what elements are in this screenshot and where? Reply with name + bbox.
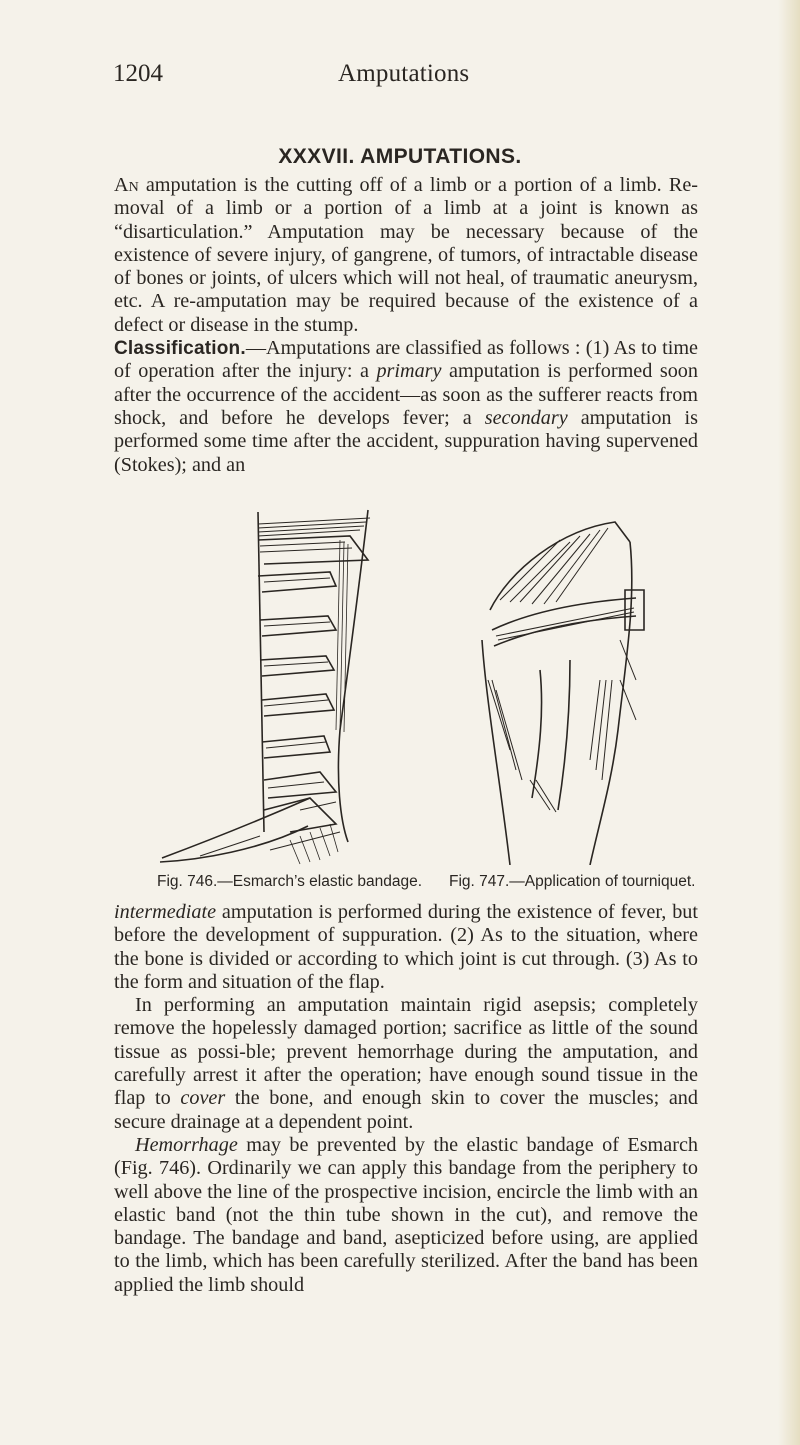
paragraph-performing xyxy=(114,994,698,1134)
body-text-top xyxy=(114,174,698,477)
side-heading-classification: Classification. xyxy=(114,338,246,360)
paragraph-intermediate xyxy=(114,901,698,994)
paragraph-text: amputation is performed soon after the occurrence of the accident—as soon as the sufferer reacts from shock, and before he develops fever; a xyxy=(114,360,698,429)
emphasis-intermediate: intermediate xyxy=(114,901,217,923)
paragraph-classification xyxy=(114,337,698,477)
section-title: XXXVII. AMPUTATIONS. xyxy=(278,145,522,168)
figure-area xyxy=(140,480,696,900)
page-number: 1204 xyxy=(113,60,163,87)
paragraph-text: amputation is performed some time after the accident, suppuration having supervened (Stokes); and an xyxy=(114,406,698,476)
paragraph-text: In performing an amputation maintain rigid asepsis; completely remove the hopelessly damaged portion; sacrifice as little of the sound tissue as possi-ble; prevent hemorrhage during the amputation, and carefully arrest it after the operation; have enough sound tissue in the flap to xyxy=(114,994,698,1110)
figure-747 xyxy=(440,480,696,890)
paragraph-text: the bone, and enough skin to cover the muscles; and secure drainage at a dependent point. xyxy=(114,1087,698,1133)
paragraph-text: amputation is the cutting off of a limb or a portion of a limb. Re-moval of a limb or a portion of a limb at a joint is known as “disarticulation.” Amputation may be necessary because of the existence of severe injury, of gangrene, of tumors, of intractable disease of bones or joints, of ulcers which will not heal, of traumatic aneurysm, etc. A re-amputation may be required because of the existence of a defect or disease in the stump. xyxy=(114,174,698,336)
paragraph-text: may be prevented by the elastic bandage of Esmarch (Fig. 746). Ordinarily we can apply this bandage from the periphery to well above the line of the prospective incision, encircle the limb with an elastic band (not the thin tube shown in the cut), and remove the bandage. The bandage and band, asepticized before using, are applied to the limb, which has been carefully sterilized. After the band has been applied the limb should xyxy=(114,1133,698,1296)
emphasis-primary: primary xyxy=(376,360,442,383)
page-header xyxy=(113,60,696,94)
figure-caption: Fig. 746.—Esmarch’s elastic bandage. xyxy=(157,873,423,890)
paragraph-hemorrhage xyxy=(114,1134,698,1297)
paragraph-definition xyxy=(114,174,698,337)
page-edge-shadow xyxy=(778,0,800,1445)
body-text-bottom xyxy=(114,901,698,1297)
paragraph-text: amputation is performed during the existence of fever, but before the development of suppuration. (2) As to the situation, where the bone is divided or according to which joint is cut through. (3) As to the form and situation of the flap. xyxy=(114,901,698,993)
bandaged-leg-illustration-icon xyxy=(140,480,380,865)
emphasis-cover: cover xyxy=(180,1087,226,1110)
figure-caption: Fig. 747.—Application of tourniquet. xyxy=(449,873,696,890)
tourniquet-thigh-illustration-icon xyxy=(440,480,680,865)
lead-word: An xyxy=(114,174,139,196)
paragraph-text: —Amputations are classified as follows : (1) As to time of operation after the injury: a xyxy=(114,337,698,383)
figure-746 xyxy=(140,480,423,890)
running-title: Amputations xyxy=(338,60,470,87)
emphasis-hemorrhage: Hemorrhage xyxy=(135,1133,238,1156)
emphasis-secondary: secondary xyxy=(484,406,568,429)
